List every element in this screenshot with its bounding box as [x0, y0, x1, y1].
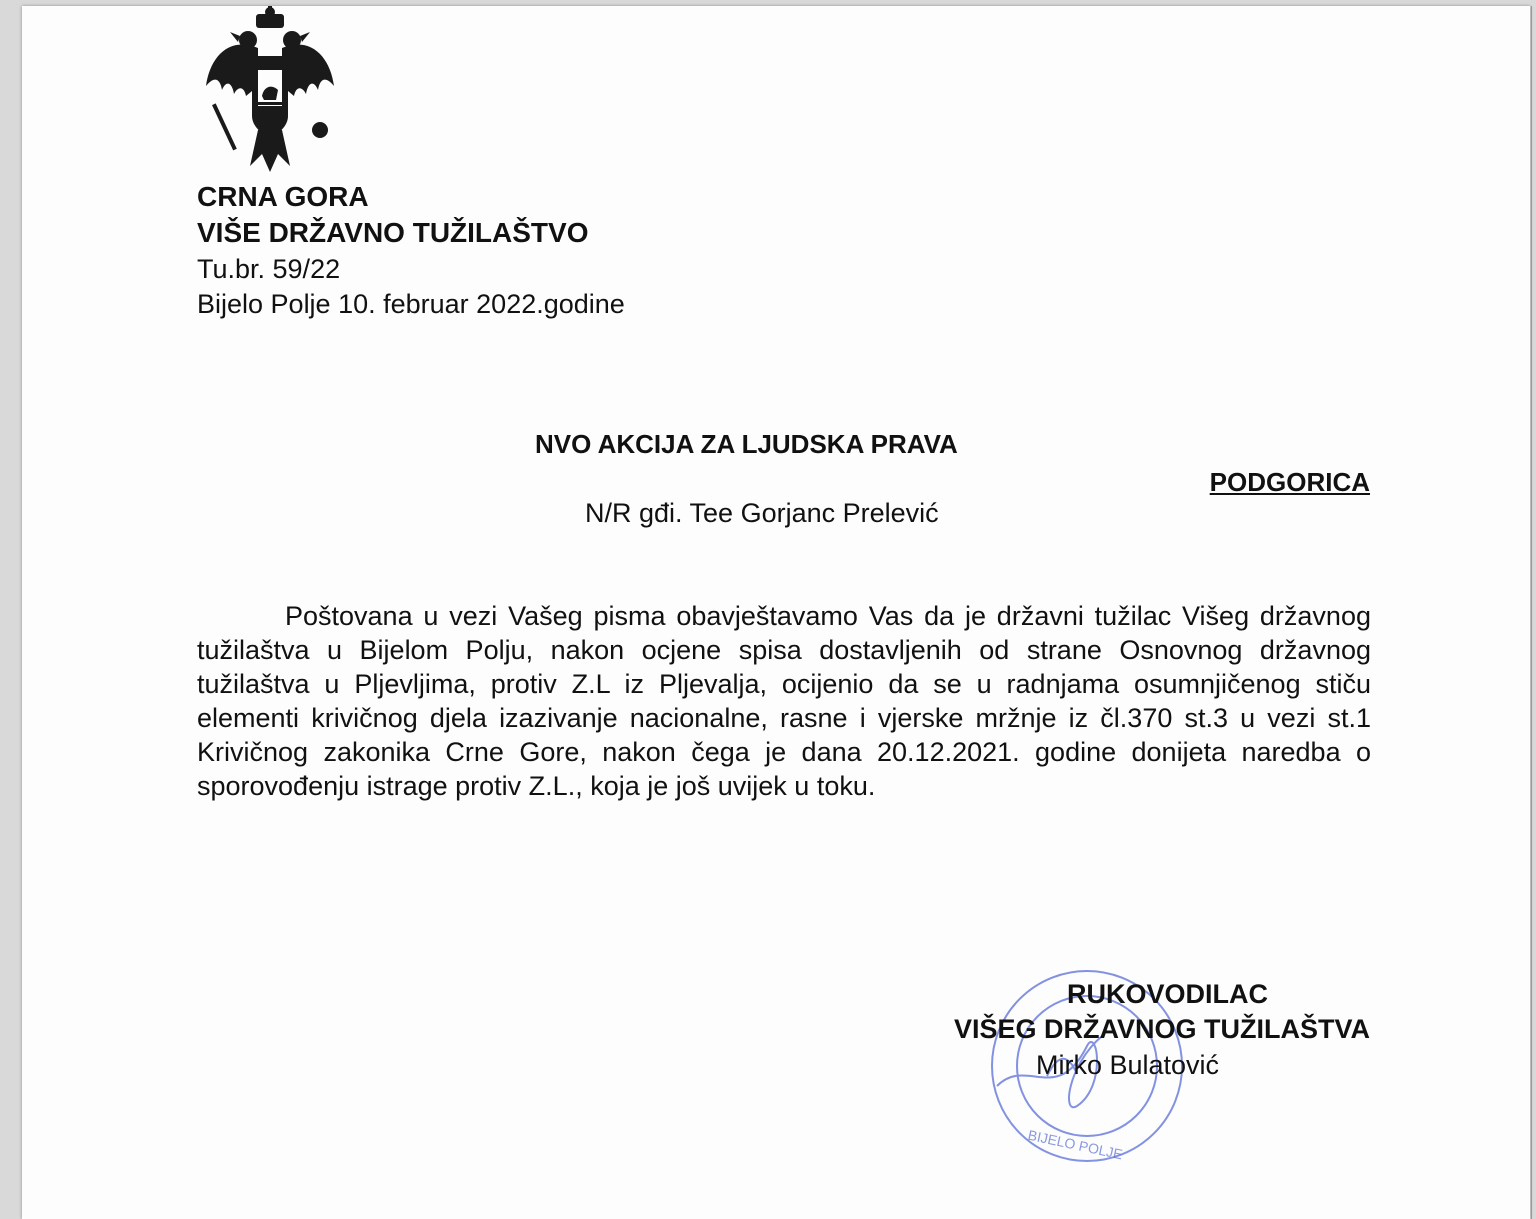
- letter-page: [22, 6, 1530, 1219]
- recipient-attention: N/R gđi. Tee Gorjanc Prelević: [585, 498, 939, 528]
- reference-number: Tu.br. 59/22: [197, 254, 341, 284]
- recipient-city: PODGORICA: [1209, 467, 1370, 497]
- stamp-text: BIJELO POLJE: [1026, 1126, 1125, 1163]
- signature-title-line1: RUKOVODILAC: [1067, 979, 1268, 1009]
- signature-title-line2: VIŠEG DRŽAVNOG TUŽILAŠTVA: [953, 1014, 1370, 1044]
- recipient-organization: NVO AKCIJA ZA LJUDSKA PRAVA: [535, 429, 958, 459]
- signature-name: Mirko Bulatović: [1036, 1050, 1220, 1080]
- body-paragraph: Poštovana u vezi Vašeg pisma obavještavamo Vas da je državni tužilac Višeg državnog tužilaštva u Bijelom Polju, nakon ocjene spisa dostavljenih od strane Osnovnog državnog tužilaštva u Pljevljima, protiv Z.L iz Pljevalja, ocijenio da se u radnjama osumnjičenog stiču elementi krivičnog djela izazivanje nacionalne, rasne i vjerske mržnje iz čl.370 st.3 u vezi st.1 Krivičnog zakonika Crne Gore, nakon čega je dana 20.12.2021. godine donijeta naredba o sporovođenju istrage protiv Z.L., koja je još uvijek u toku.: [197, 601, 1371, 801]
- header-country: CRNA GORA: [197, 181, 369, 212]
- page-edge: [1531, 6, 1532, 1219]
- coat-of-arms-icon: [200, 6, 340, 176]
- header-institution: VIŠE DRŽAVNO TUŽILAŠTVO: [197, 217, 589, 248]
- place-date: Bijelo Polje 10. februar 2022.godine: [197, 289, 625, 319]
